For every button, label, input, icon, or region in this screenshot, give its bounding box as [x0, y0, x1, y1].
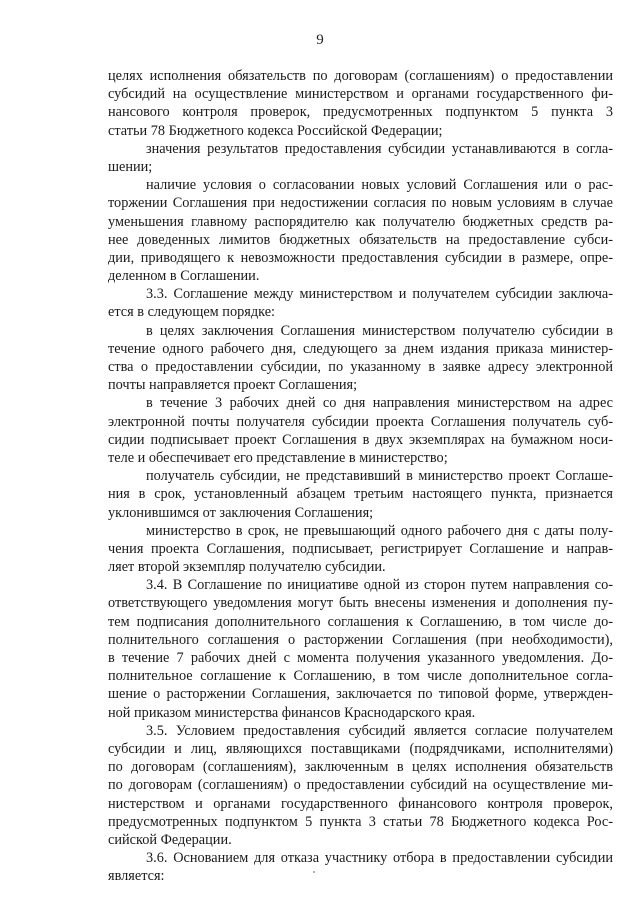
text-line: нансового контроля проверок, предусмотренных подпунктом 5 пункта 3	[108, 104, 613, 121]
text-line: является:	[108, 868, 165, 885]
text-line: ства о предоставлении субсидии, по указанному в заявке адресу электронной	[108, 359, 613, 375]
document-body	[108, 67, 613, 885]
text-line: получатель субсидии, не представивший в министерство проект Соглаше-	[146, 468, 613, 485]
text-line: деленном в Соглашении.	[108, 268, 260, 285]
text-line: нее доведенных лимитов бюджетных обязательств на предоставление субси-	[108, 231, 613, 248]
text-line: теле и обеспечивает его представление в министерство;	[108, 449, 448, 466]
text-line: 3.5. Условием предоставления субсидий является согласие получателем	[146, 722, 613, 739]
text-line: торжении Соглашения при недостижении согласия по новым условиям в случае	[108, 195, 613, 212]
text-line: статьи 78 Бюджетного кодекса Российской Федерации;	[108, 122, 443, 139]
text-line: дии, приводящего к невозможности предоставления субсидии в размере, опре-	[108, 249, 613, 266]
scan-speck	[313, 871, 315, 873]
text-line: ответствующего уведомления могут быть внесены изменения и дополнения пу-	[108, 595, 613, 612]
text-line: шение о расторжении Соглашения, заключается по типовой форме, утвержден-	[108, 686, 613, 703]
text-line: по договорам (соглашениям) о предоставлении субсидий на осуществление ми-	[108, 777, 613, 794]
text-line: в течение 3 рабочих дней со дня направления министерством на адрес	[146, 395, 613, 412]
text-line: нистерством и органами государственного финансового контроля проверок,	[108, 795, 613, 812]
text-line: в течение 7 рабочих дней с момента получения указанного уведомления. До-	[108, 650, 613, 666]
text-line: ется в следующем порядке:	[108, 304, 276, 321]
text-line: уклонившимся от заключения Соглашения;	[108, 504, 374, 521]
text-line: полнительного соглашения о расторжении Соглашения (при необходимости),	[108, 631, 613, 648]
text-line: субсидии и лиц, являющихся поставщиками (подрядчиками, исполнителями)	[108, 740, 613, 757]
text-line: течение одного рабочего дня, следующего за днем издания приказа министер-	[108, 340, 613, 357]
text-line: предусмотренных подпунктом 5 пункта 3 статьи 78 Бюджетного кодекса Рос-	[108, 813, 613, 830]
text-line: ляет второй экземпляр получателю субсидии.	[108, 559, 386, 576]
text-line: электронной почты получателя субсидии проекта Соглашения получатель суб-	[108, 413, 613, 430]
text-line: 3.6. Основанием для отказа участнику отбора в предоставлении субсидии	[146, 850, 613, 867]
text-line: в целях заключения Соглашения министерством получателю субсидии в	[146, 322, 613, 339]
text-line: шении;	[108, 158, 153, 175]
text-line: целях исполнения обязательств по договорам (соглашениям) о предоставлении	[108, 68, 613, 84]
text-line: сидии подписывает проект Соглашения в двух экземплярах на бумажном носи-	[108, 431, 613, 448]
text-line: значения результатов предоставления субсидии устанавливаются в согла-	[146, 140, 613, 157]
text-line: наличие условия о согласовании новых условий Соглашения или о рас-	[146, 177, 613, 194]
text-line: чения проекта Соглашения, подписывает, регистрирует Соглашение и направ-	[108, 540, 613, 557]
text-line: ной приказом министерства финансов Краснодарского края.	[108, 704, 476, 721]
text-line: ния в срок, установленный абзацем третьим настоящего пункта, признается	[108, 486, 613, 503]
text-line: сийской Федерации.	[108, 831, 232, 848]
text-line: субсидий на осуществление министерством и органами государственного фи-	[108, 86, 613, 103]
text-line: министерство в срок, не превышающий одного рабочего дня с даты полу-	[146, 522, 613, 539]
text-line: полнительное соглашение к Соглашению, в том числе дополнительное согла-	[108, 668, 613, 685]
text-line: тем подписания дополнительного соглашения к Соглашению, в том числе до-	[108, 613, 613, 630]
text-line: уменьшения главному распорядителю как получателю бюджетных средств ра-	[108, 213, 613, 230]
text-line: почты направляется проект Соглашения;	[108, 377, 358, 394]
page-number: 9	[316, 32, 324, 48]
text-line: 3.4. В Соглашение по инициативе одной из сторон путем направления со-	[146, 577, 613, 594]
text-line: по договорам (соглашениям), заключенным в целях исполнения обязательств	[108, 759, 613, 776]
text-line: 3.3. Соглашение между министерством и получателем субсидии заключа-	[146, 286, 613, 303]
